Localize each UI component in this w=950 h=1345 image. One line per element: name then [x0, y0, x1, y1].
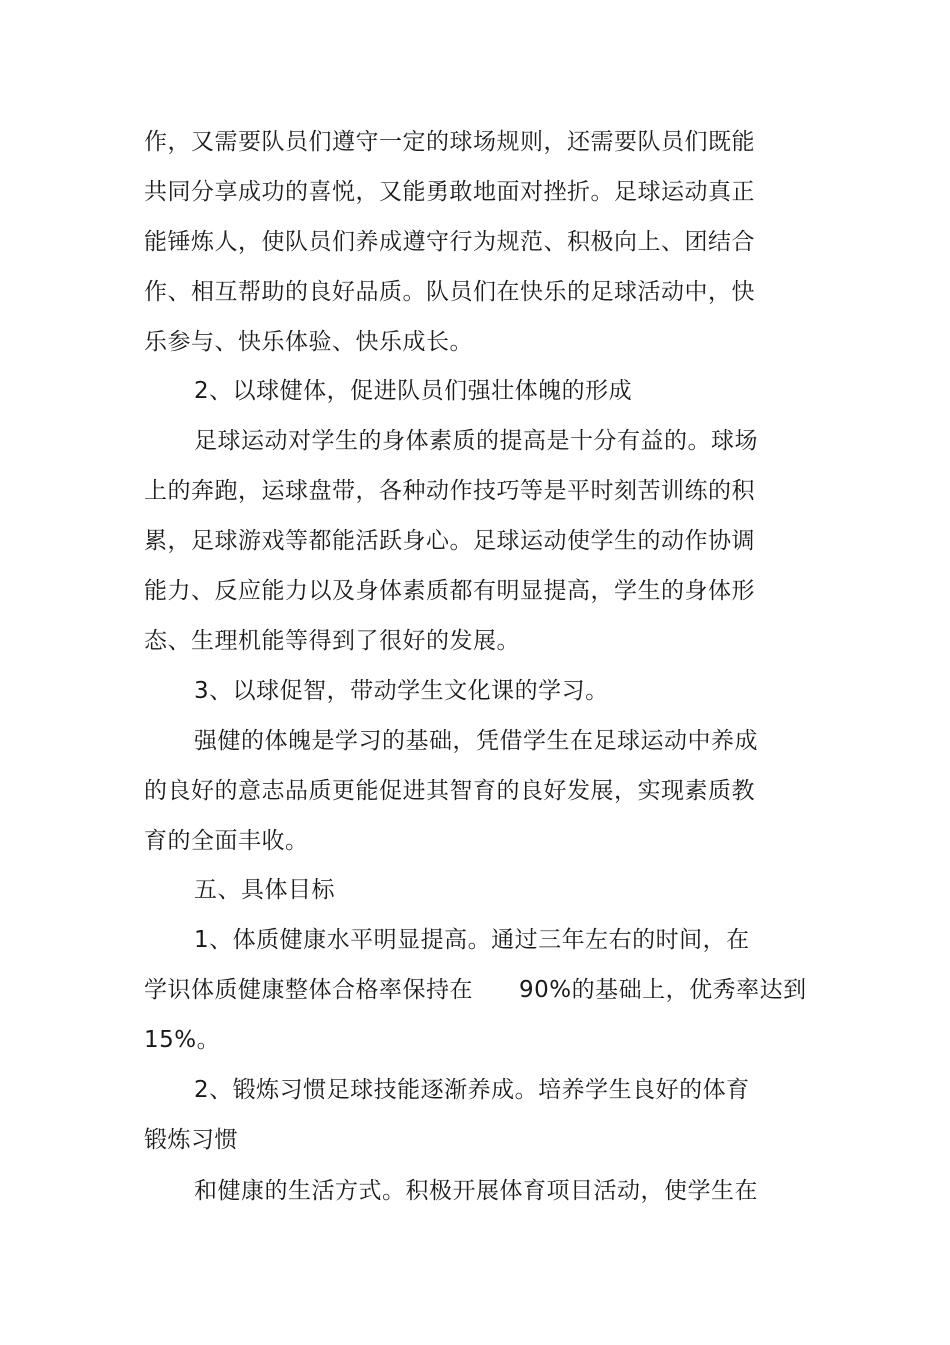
paragraph-line: 能锤炼人，使队员们养成遵守行为规范、积极向上、团结合 — [144, 229, 755, 255]
section-heading: 五、具体目标 — [194, 877, 335, 903]
paragraph-text: 学识体质健康整体合格率保持在 — [144, 977, 473, 1003]
section-heading: 3、以球促智，带动学生文化课的学习。 — [194, 678, 609, 704]
paragraph-line: 强健的体魄是学习的基础，凭借学生在足球运动中养成 — [194, 728, 758, 754]
paragraph-line: 足球运动对学生的身体素质的提高是十分有益的。球场 — [194, 428, 758, 454]
paragraph-line: 1、体质健康水平明显提高。通过三年左右的时间，在 — [194, 927, 750, 953]
paragraph-line: 共同分享成功的喜悦，又能勇敢地面对挫折。足球运动真正 — [144, 179, 755, 205]
paragraph-line: 作，又需要队员们遵守一定的球场规则，还需要队员们既能 — [144, 129, 755, 155]
paragraph-line: 乐参与、快乐体验、快乐成长。 — [144, 329, 473, 355]
paragraph-text: 90%的基础上，优秀率达到 — [519, 977, 807, 1003]
paragraph-line — [144, 975, 807, 1005]
paragraph-line: 作、相互帮助的良好品质。队员们在快乐的足球活动中，快 — [144, 279, 755, 305]
paragraph-line: 的良好的意志品质更能促进其智育的良好发展，实现素质教 — [144, 778, 755, 804]
paragraph-line: 锻炼习惯 — [144, 1127, 238, 1153]
paragraph-line: 态、生理机能等得到了很好的发展。 — [144, 628, 520, 654]
paragraph-line: 累，足球游戏等都能活跃身心。足球运动使学生的动作协调 — [144, 528, 755, 554]
paragraph-line: 和健康的生活方式。积极开展体育项目活动，使学生在 — [194, 1178, 758, 1204]
paragraph-line: 育的全面丰收。 — [144, 828, 309, 854]
section-heading: 2、锻炼习惯足球技能逐渐养成。培养学生良好的体育 — [194, 1077, 750, 1103]
paragraph-line: 上的奔跑，运球盘带，各种动作技巧等是平时刻苦训练的积 — [144, 478, 755, 504]
paragraph-line: 能力、反应能力以及身体素质都有明显提高，学生的身体形 — [144, 578, 755, 604]
section-heading: 2、以球健体，促进队员们强壮体魄的形成 — [194, 378, 633, 404]
paragraph-line: 15%。 — [144, 1027, 221, 1053]
